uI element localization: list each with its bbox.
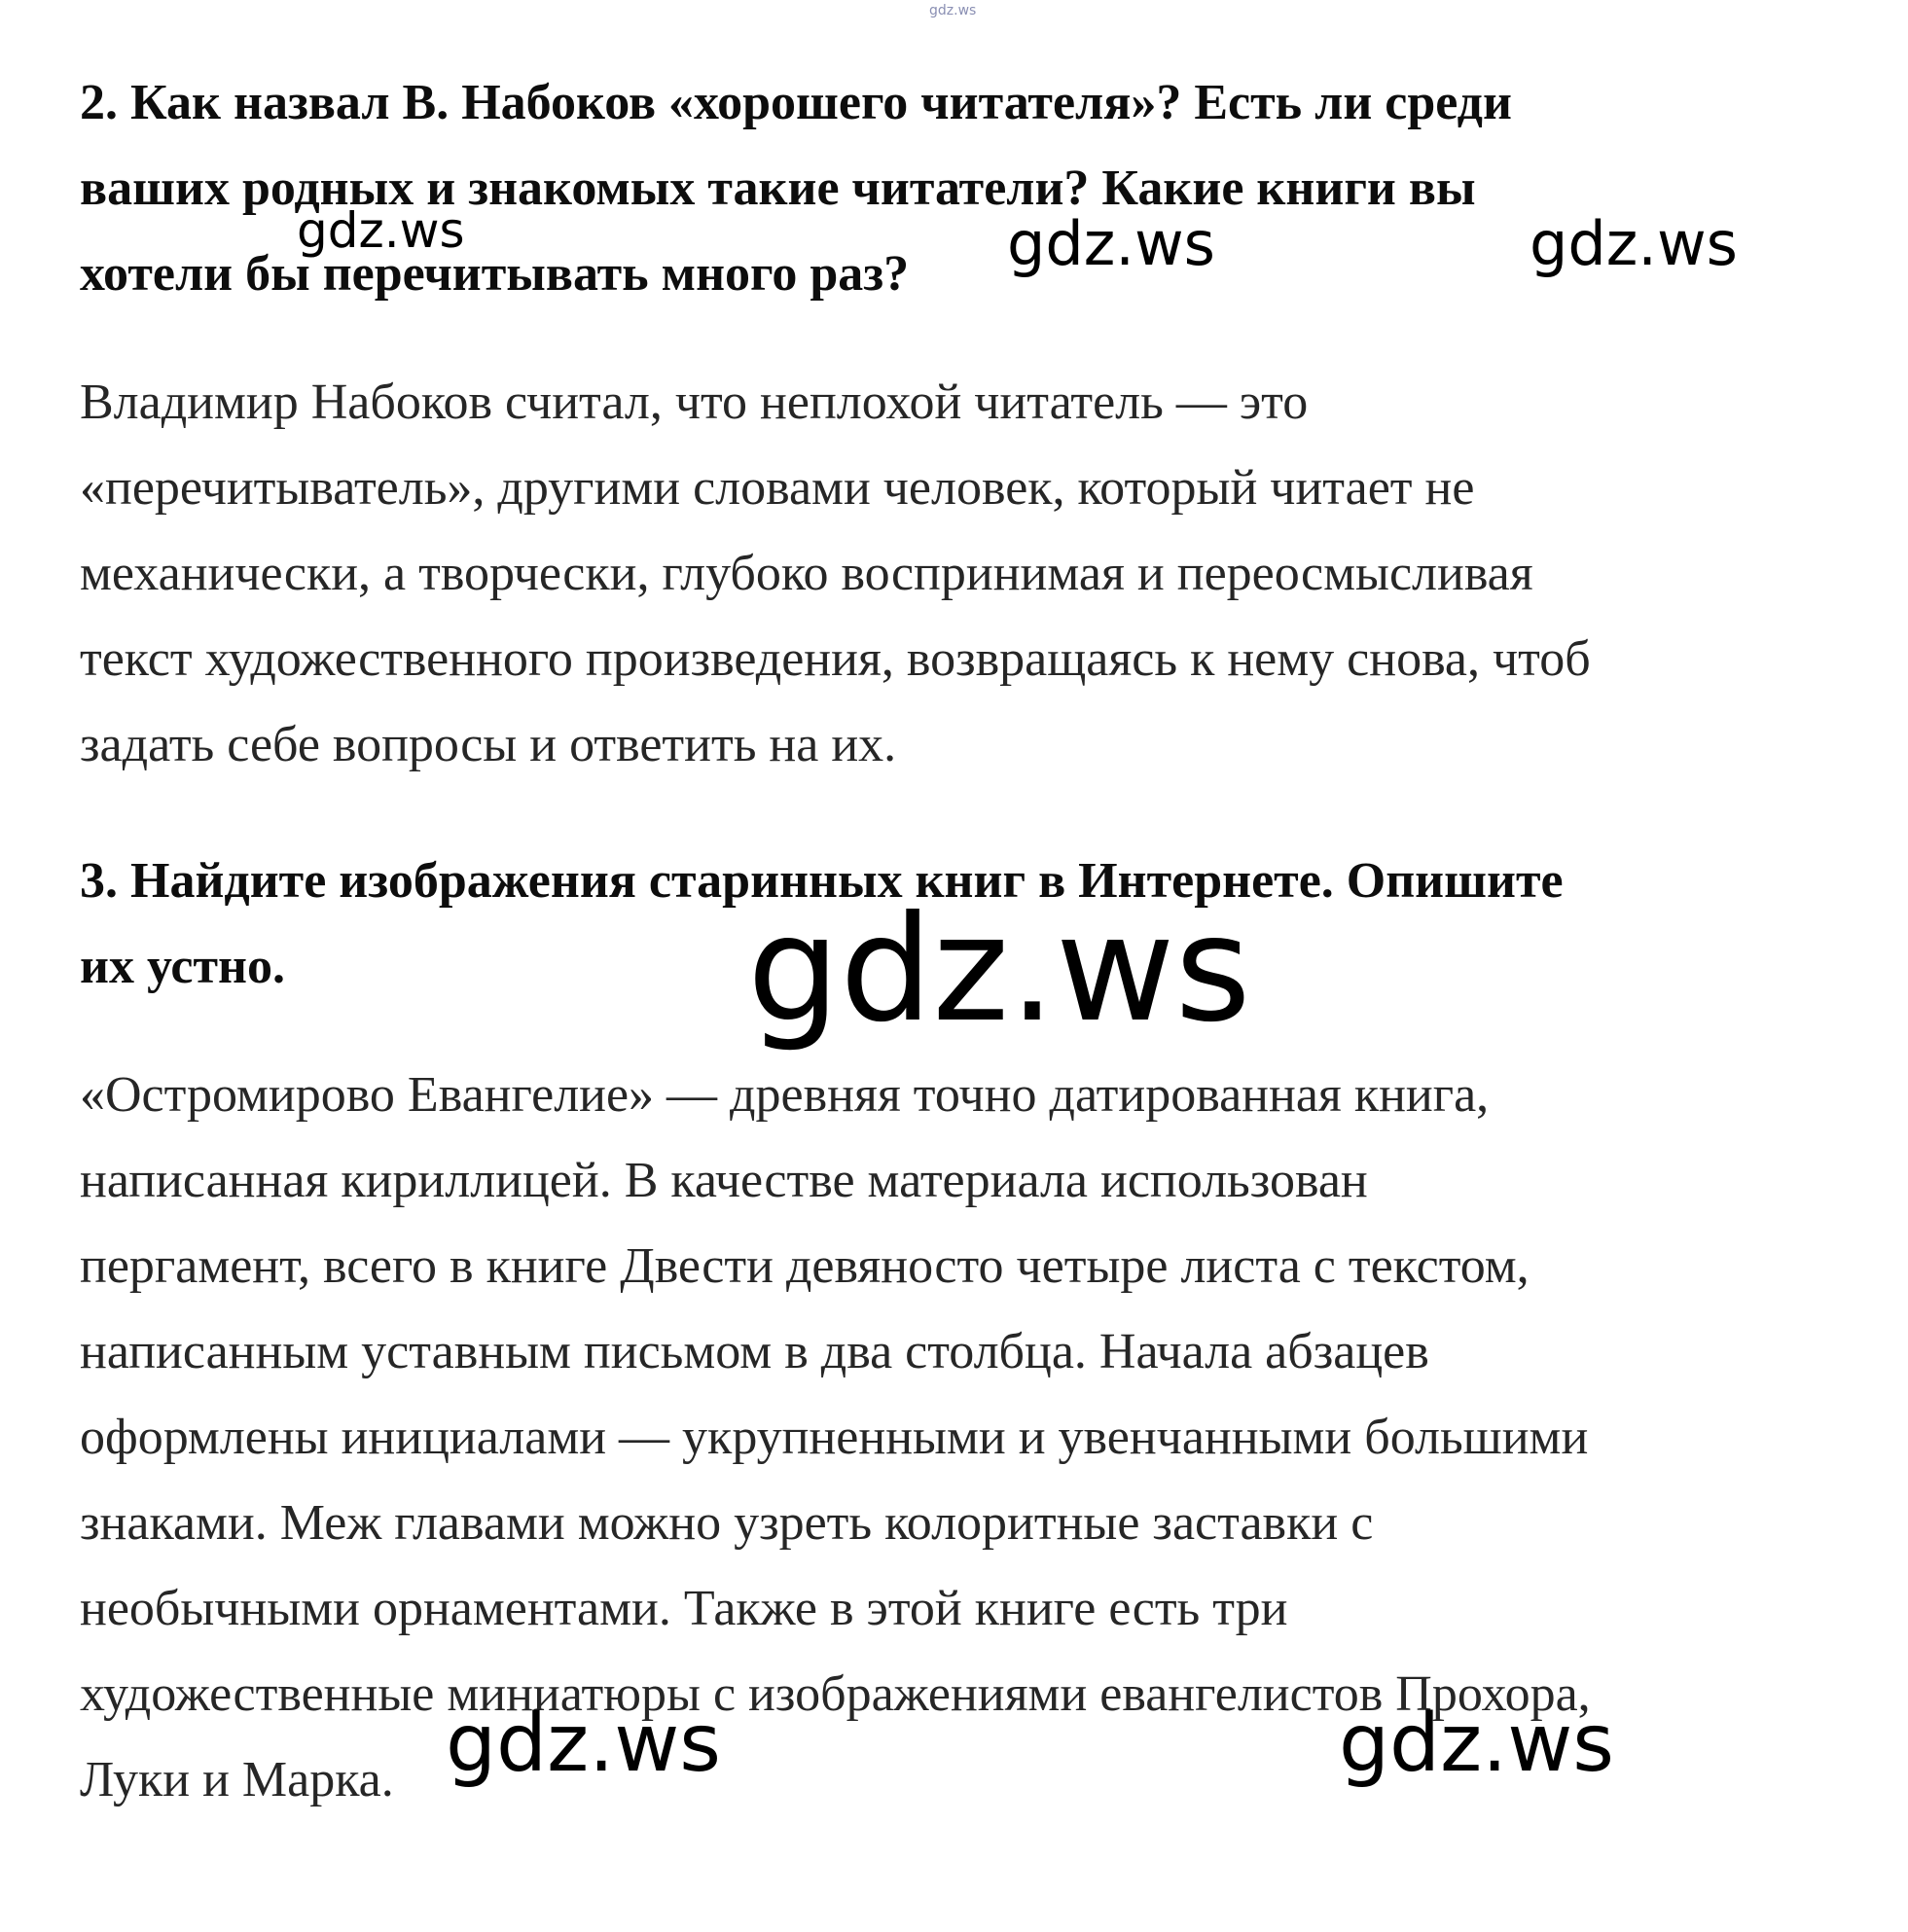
answer-3-line: художественные миниатюры с изображениями евангелистов Прохора,	[80, 1666, 1591, 1722]
watermark-bottom-left: gdz.ws	[446, 1698, 721, 1790]
question-2-line: хотели бы перечитывать много раз?	[80, 246, 910, 302]
answer-2-line: текст художественного произведения, возвращаясь к нему снова, чтоб	[80, 631, 1591, 687]
answer-2-line: механически, а творчески, глубоко воспринимая и переосмысливая	[80, 546, 1533, 601]
answer-3-line: оформлены инициалами — укрупненными и увенчанными большими	[80, 1410, 1589, 1465]
answer-3-line: написанным уставным письмом в два столбца. Начала абзацев	[80, 1324, 1429, 1379]
question-3-line: 3. Найдите изображения старинных книг в Интернете. Опишите	[80, 853, 1564, 909]
answer-3-line: Луки и Марка.	[80, 1752, 394, 1807]
question-3-line: их устно.	[80, 939, 285, 994]
question-2-line: 2. Как назвал В. Набоков «хорошего читателя»? Есть ли среди	[80, 75, 1512, 130]
answer-3-line: необычными орнаментами. Также в этой книге есть три	[80, 1581, 1288, 1636]
question-2-line: ваших родных и знакомых такие читатели? Какие книги вы	[80, 161, 1476, 216]
answer-2-line: Владимир Набоков считал, что неплохой читатель — это	[80, 375, 1309, 430]
answer-3-line: пергамент, всего в книге Двести девяносто четыре листа с текстом,	[80, 1238, 1530, 1294]
watermark-bottom-right: gdz.ws	[1339, 1698, 1614, 1790]
watermark-small: gdz.ws	[297, 202, 465, 259]
answer-2	[80, 360, 1831, 788]
answer-2-line: задать себе вопросы и ответить на их.	[80, 717, 897, 772]
watermark-top: gdz.ws	[929, 3, 977, 18]
answer-3-line: «Остромирово Евангелие» — древняя точно датированная книга,	[80, 1067, 1490, 1123]
watermark-center: gdz.ws	[747, 885, 1251, 1055]
answer-2-line: «перечитыватель», другими словами человек, который читает не	[80, 460, 1475, 516]
watermark-mid-left: gdz.ws	[1007, 208, 1215, 279]
answer-3-line: написанная кириллицей. В качестве материала использован	[80, 1153, 1368, 1208]
watermark-mid-right: gdz.ws	[1530, 208, 1738, 279]
answer-3-line: знаками. Меж главами можно узреть колоритные заставки с	[80, 1495, 1374, 1551]
